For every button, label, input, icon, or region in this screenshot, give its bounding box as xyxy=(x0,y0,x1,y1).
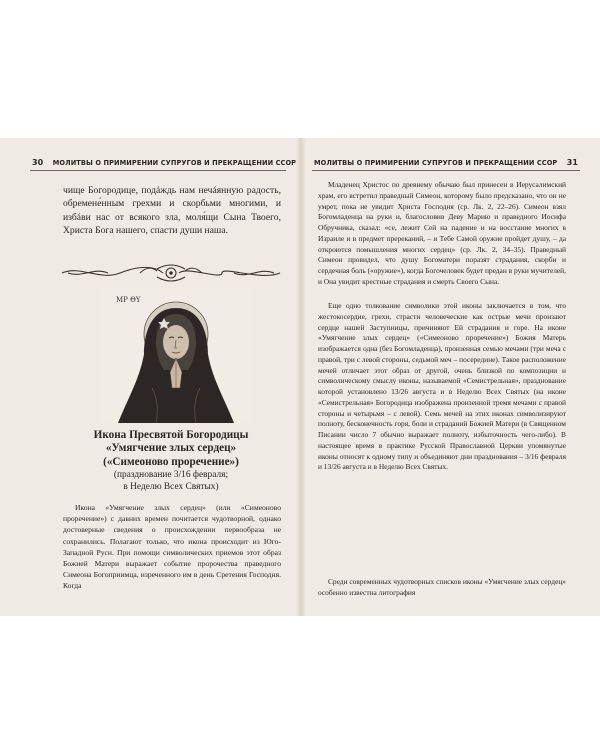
right-page-number: 31 xyxy=(566,158,579,167)
icon-title-line3: («Симеоново проречение») xyxy=(103,455,239,468)
right-header-rule xyxy=(312,170,580,171)
left-page xyxy=(0,138,296,616)
theotokos-icon-image xyxy=(100,288,252,423)
ornament-divider xyxy=(60,263,282,283)
right-body-paragraph-3: Среди современных чудотворных списков иконы «Умягчение злых сердец» особенно известна литография xyxy=(318,577,566,597)
icon-inscription: ΜΡ ΘΥ xyxy=(116,296,141,304)
right-page xyxy=(306,138,600,616)
left-body-paragraph: Икона «Умягчение злых сердец» (или «Симеоново проречение») с давних времен почитается чудотворной, однако достоверные сведения о происхождении первообраза не сохранились. Полагают только, что икона происходит из Юго-Западной Руси. При помощи символических приемов этот образ Божией Матери выражает событие пророчества праведного Симеона Богоприимца, изреченного им в день Сретения Господня. Когда xyxy=(63,503,281,591)
feast-date xyxy=(58,469,284,493)
left-header-rule xyxy=(30,170,286,171)
right-body-paragraph-1: Младенец Христос по древнему обычаю был принесен в Иерусалимский храм, его встретил праведный Симеон, которому было предсказано, что он не умрет, пока не увидит Христа Господня (ср. Лк. 2, 22–26). Симеон взял Богомладенца на руки и, благословив Деву Марию и праведного Иосифа Обручника, сказал: «се, лежит Сей на падение и на восстание многих в Израиле и в предмет пререканий, – и Тебе Самой оружие пройдет душу, – да откроются помышления многих сердец» (ср. Лк. 2, 34–35). Праведный Симеон провидел, что душу Богоматери поразят страдания, скорби и сердечная боль («оружие»), когда Богочеловек будет предан в руки мучителей, и Она увидит крестные страдания и смерть Своего Сына. xyxy=(318,180,566,286)
right-body-paragraph-2: Еще одно толкование символики этой иконы заключается в том, что жестокосердие, грехи, страсти человеческие как острые мечи пронзают сердце нашей Заступницы, причиняют Ей страдания и горе. На иконе «Умягчение злых сердец» («Симеоново проречение») Божия Матерь изображается одна (без Богомладенца), пронзенная семью мечами (три меча с правой, три с левой стороны, седьмой меч – посередине). Такое расположение мечей отличает этот образ от другой, очень близкой по композиции и символическому смыслу иконы, называемой «Семистрельная», празднование которой установлено 13/26 августа и в Неделю Всех Святых (на иконе «Семистрельная» Богородица изображена пронзенной тремя мечами с правой стороны и четырьмя – с левой). Семь мечей на этих иконах символизируют полноту, бесконечность горя, боли и страданий Божией Матери (в Священном Писании число 7 обычно выражает полноту, избыточность чего-либо). В настоящее время в практике Русской Православной Церкви упомянутые иконы относят к одному типу и объединяют дни празднования – 3/16 февраля и 13/26 августа и в Неделю Всех Святых. xyxy=(318,301,566,472)
icon-title-line1: Икона Пресвятой Богородицы xyxy=(93,429,249,441)
icon-title-line2: «Умягчение злых сердец» xyxy=(105,442,237,455)
right-running-header xyxy=(314,158,578,167)
left-running-header xyxy=(32,158,296,167)
left-running-title: МОЛИТВЫ О ПРИМИРЕНИИ СУПРУГОВ И ПРЕКРАЩЕНИИ ССОР xyxy=(52,159,297,167)
left-page-number: 30 xyxy=(32,158,44,167)
icon-title xyxy=(58,429,284,469)
feast-date-line1: (празднование 3/16 февраля; xyxy=(113,470,229,480)
prayer-text: чище Богородице, подáждь нам нечáянную радость, обремене́нным грехми и скорбьми многими, и избáви нас от всякого зла, моля́щи Сына Твоего, Христа Бога нашего, спасти души наша. xyxy=(63,185,281,236)
right-running-title: МОЛИТВЫ О ПРИМИРЕНИИ СУПРУГОВ И ПРЕКРАЩЕНИИ ССОР xyxy=(314,159,558,167)
book-gutter xyxy=(296,138,306,616)
feast-date-line2: в Неделю Всех Святых) xyxy=(123,482,219,493)
